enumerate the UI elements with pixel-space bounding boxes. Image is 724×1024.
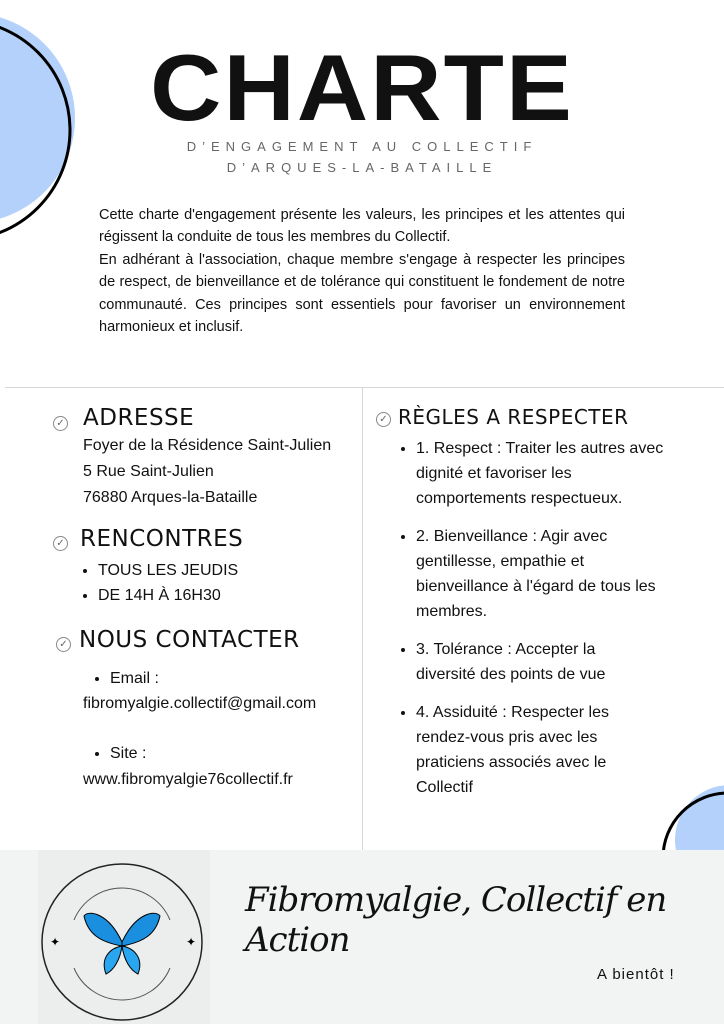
rencontres-heading: RENCONTRES — [80, 526, 244, 552]
logo-badge — [38, 850, 210, 1024]
svg-text:✦: ✦ — [186, 935, 197, 949]
site-label: • Site : — [110, 741, 146, 766]
list-item: • DE 14H À 16H30 — [98, 583, 238, 608]
list-item: • TOUS LES JEUDIS — [98, 558, 238, 583]
check-circle-icon: ✓ — [53, 536, 68, 551]
adresse-block — [83, 433, 331, 511]
vertical-divider — [362, 387, 363, 850]
check-circle-icon: ✓ — [56, 637, 71, 652]
subtitle-line-1: D’ENGAGEMENT AU COLLECTIF — [186, 139, 538, 154]
regles-heading: RÈGLES A RESPECTER — [398, 405, 629, 429]
butterfly-logo-icon — [38, 850, 210, 1024]
adresse-line: Foyer de la Résidence Saint-Julien — [83, 437, 332, 454]
svg-text:✦: ✦ — [50, 935, 61, 949]
site-list — [90, 741, 146, 766]
adresse-line: 76880 Arques-la-Bataille — [83, 489, 258, 506]
subtitle-line-2: D’ARQUES-LA-BATAILLE — [226, 160, 498, 175]
contact-heading: NOUS CONTACTER — [79, 627, 300, 653]
regles-list — [396, 436, 666, 800]
rule-item: • 3. Tolérance : Accepter la diversité des points de vue — [416, 637, 636, 687]
adresse-heading: ADRESSE — [83, 405, 195, 431]
rencontres-list — [78, 558, 238, 608]
email-list — [90, 666, 159, 691]
farewell-text: A bientôt ! — [597, 966, 675, 983]
rule-item: • 2. Bienveillance : Agir avec gentillesse, empathie et bienveillance à l'égard de tous les membres. — [416, 524, 666, 624]
check-circle-icon: ✓ — [53, 416, 68, 431]
adresse-line: 5 Rue Saint-Julien — [83, 463, 214, 480]
intro-paragraph-2: En adhérant à l'association, chaque membre s'engage à respecter les principes de respect, de bienveillance et de tolérance qui constituent le fondement de notre communauté. Ces principes sont essentiels pour favoriser un environnement harmonieux et inclusif. — [99, 251, 625, 336]
check-circle-icon: ✓ — [376, 412, 391, 427]
horizontal-divider — [5, 387, 724, 388]
intro-text — [99, 204, 625, 338]
email-link[interactable]: fibromyalgie.collectif@gmail.com — [83, 695, 317, 712]
rule-item: • 4. Assiduité : Respecter les rendez-vous pris avec les praticiens associés avec le Collectif — [416, 700, 666, 800]
slogan: Fibromyalgie, Collectif en Action — [245, 880, 667, 960]
email-label: • Email : — [110, 666, 159, 691]
rule-item: • 1. Respect : Traiter les autres avec dignité et favoriser les comportements respectueux. — [416, 436, 666, 511]
intro-paragraph-1: Cette charte d'engagement présente les valeurs, les principes et les attentes qui régissent la conduite de tous les membres du Collectif. — [99, 207, 625, 246]
page-title: CHARTE — [150, 35, 574, 140]
site-link[interactable]: www.fibromyalgie76collectif.fr — [83, 771, 293, 788]
